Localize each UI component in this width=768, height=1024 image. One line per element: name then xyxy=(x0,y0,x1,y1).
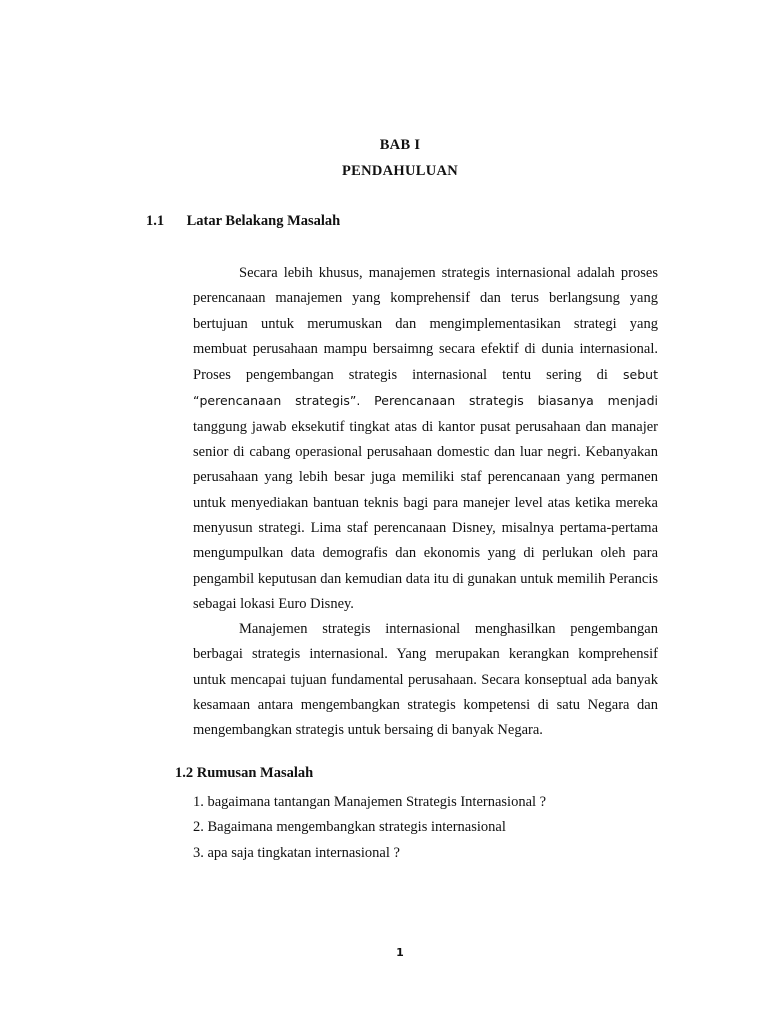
problem-list xyxy=(193,790,546,866)
subsection-heading: 1.2 Rumusan Masalah xyxy=(175,765,314,781)
list-item: 1. bagaimana tantangan Manajemen Strategis Internasional ? xyxy=(193,794,547,810)
section-title: Latar Belakang Masalah xyxy=(186,213,341,229)
paragraph-development: Manajemen strategis internasional menghasilkan pengembangan berbagai strategis internasional. Yang merupakan kerangkan komprehensif untuk mencapai tujuan fundamental perusahaan. Secara konseptual ada banyak kesamaan antara mengembangkan strategis kompetensi di satu Negara dan mengembangkan strategis untuk bersaing di banyak Negara. xyxy=(193,621,658,739)
paragraph-background-part1: Secara lebih khusus, manajemen strategis internasional adalah proses perencanaan manajemen yang komprehensif dan terus berlangsung yang bertujuan untuk merumuskan dan mengimplementasikan strategi yang membuat perusahaan mampu bersaimng secara efektif di dunia internasional. Proses pengembangan strategis internasional tentu sering di xyxy=(193,265,658,384)
paragraph-background-part2: sebut “perencanaan strategis”. Perencanaan strategis biasanya menjadi xyxy=(193,367,658,409)
paragraph-background-part3: tanggung jawab eksekutif tingkat atas di kantor pusat perusahaan dan manajer senior di cabang operasional perusahaan domestic dan luar negri. Kebanyakan perusahaan yang lebih besar juga memiliki staf perencanaan yang permanen untuk menyediakan bantuan teknis bagi para manejer level atas ketika mereka menyusun strategi. Lima staf perencanaan Disney, misalnya pertama-pertama mengumpulkan data demografis dan ekonomis yang di perlukan oleh para pengambil keputusan dan kemudian data itu di gunakan untuk memilih Perancis sebagai lokasi Euro Disney. xyxy=(193,418,658,612)
chapter-title: PENDAHULUAN xyxy=(341,163,459,179)
page-number: 1 xyxy=(396,946,404,959)
list-item: 3. apa saja tingkatan internasional ? xyxy=(193,844,400,861)
section-number: 1.1 xyxy=(146,213,165,229)
paragraph-background xyxy=(193,261,658,617)
list-item: 2. Bagaimana mengembangkan strategis internasional xyxy=(193,819,506,836)
chapter-number: BAB I xyxy=(379,137,421,153)
section-heading xyxy=(146,213,340,230)
body-text xyxy=(193,261,658,744)
